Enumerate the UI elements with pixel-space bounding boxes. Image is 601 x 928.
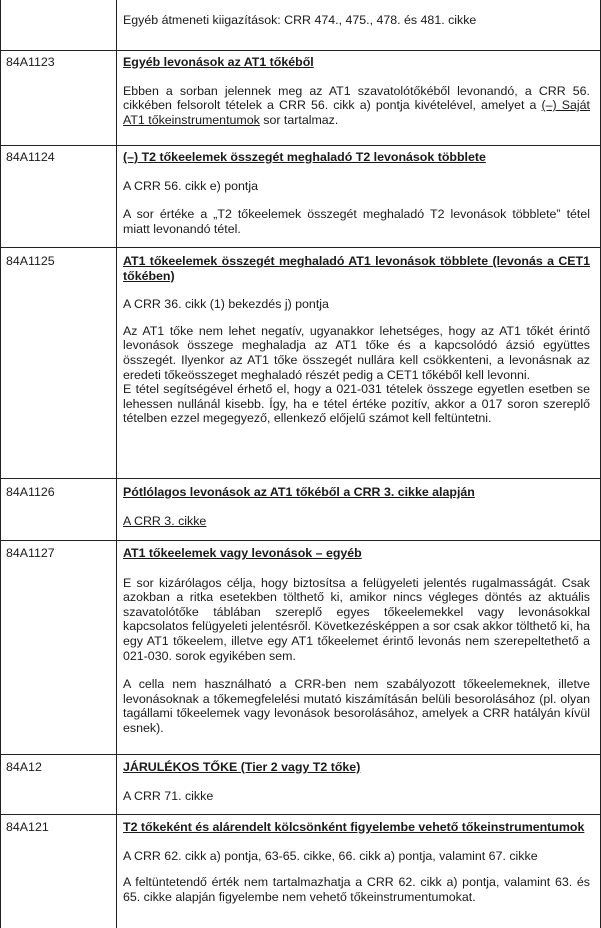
- row-divider: [0, 814, 601, 815]
- row-divider: [0, 247, 601, 248]
- row-text: A CRR 36. cikk (1) bekezdés j) pontja: [123, 297, 329, 312]
- row-code: 84A1124: [6, 150, 55, 164]
- row-title: Pótlólagos levonások az AT1 tőkéből a CRR 3. cikke alapján: [123, 485, 475, 499]
- table-row: [123, 820, 590, 904]
- cross-reference-link[interactable]: A CRR 3. cikke: [123, 513, 207, 528]
- row-title: Egyéb levonások az AT1 tőkéből: [123, 55, 314, 69]
- row-code: 84A1125: [6, 254, 55, 268]
- row-text: E tétel segítségével érhető el, hogy a 021-031 tételek összege egyetlen esetben se lehessen nullánál kisebb. Így, ha e tétel értéke pozitív, akkor a 017 soron szereplő tételben ezzel megegyező, ellenkező előjelű számot kell feltüntetni.: [123, 382, 590, 426]
- column-divider: [116, 0, 117, 928]
- row-code: 84A12: [6, 760, 42, 774]
- row-divider: [0, 540, 601, 541]
- row-text: E sor kizárólagos célja, hogy biztosítsa a felügyeleti jelentés rugalmasságát. Csak azokban a ritka esetekben tölthető ki, amikor nincs végleges döntés az aktuális szavatolótőke táblában szereplő egyes tőkeelemekkel vagy levonásokkal kapcsolatos felügyeleti jelentésről. Következésképpen a sor csak akkor tölthető ki, ha egy AT1 tőkeelem, illetve egy AT1 tőkeelemet érintő levonás nem szerepeltethető a 021-030. sorok egyikében sem.: [123, 575, 590, 663]
- row-code: 84A1123: [6, 55, 55, 69]
- row-text: Egyéb átmeneti kiigazítások: CRR 474., 475., 478. és 481. cikke: [123, 13, 477, 27]
- row-text: A CRR 56. cikk e) pontja: [123, 178, 258, 193]
- row-text: A sor értéke a „T2 tőkeelemek összegét meghaladó T2 levonások többlete” tétel miatt levonandó tétel.: [123, 207, 590, 236]
- row-divider: [0, 478, 601, 479]
- table-row: [123, 760, 590, 803]
- table-left-border: [0, 0, 1, 928]
- row-text: A CRR 71. cikke: [123, 788, 214, 803]
- table-row: [123, 546, 590, 736]
- row-divider: [0, 50, 601, 51]
- row-code: 84A121: [6, 820, 49, 834]
- row-divider: [0, 145, 601, 146]
- row-title: T2 tőkeként és alárendelt kölcsönként figyelembe vehető tőkeinstrumentumok: [123, 820, 585, 834]
- cross-reference-link[interactable]: (–) Saját AT1 tőkeinstrumentumok: [123, 98, 590, 127]
- row-text: Ebben a sorban jelennek meg az AT1 szavatolótőkéből levonandó, a CRR 56. cikkében felsorolt tételek a CRR 56. cikk a) pontja kivételével, amelyet a (–) Saját AT1 tőkeinstrumentumok sor tartalmaz.: [123, 83, 590, 127]
- row-title: (–) T2 tőkeelemek összegét meghaladó T2 levonások többlete: [123, 150, 486, 164]
- row-text: A cella nem használható a CRR-ben nem szabályozott tőkeelemeknek, illetve levonásoknak a tőkemegfelelési mutató kiszámításán belüli besorolásához (pl. olyan tagállami tőkeelemek vagy levonások besorolásához, amelyek a CRR hatályán kívül esnek).: [123, 677, 590, 735]
- table-row: [123, 254, 590, 426]
- table-row: [123, 485, 590, 528]
- row-title: JÁRULÉKOS TŐKE (Tier 2 vagy T2 tőke): [123, 760, 361, 774]
- row-code: 84A1127: [6, 546, 55, 560]
- table-row: [123, 150, 590, 236]
- row-title: AT1 tőkeelemek összegét meghaladó AT1 levonások többlete (levonás a CET1 tőkében): [123, 254, 590, 283]
- row-code: 84A1126: [6, 485, 55, 499]
- row-text: Az AT1 tőke nem lehet negatív, ugyanakkor lehetséges, hogy az AT1 tőkét érintő levonások összege meghaladja az AT1 tőke és a kapcsolódó ázsió együttes összegét. Ilyenkor az AT1 tőke összegét nullára kell csökkenteni, a levonásnak az eredeti tőkeösszeget meghaladó részét pedig a CET1 tőkéből kell levonni.: [123, 323, 590, 382]
- row-text: A CRR 62. cikk a) pontja, 63-65. cikke, 66. cikk a) pontja, valamint 67. cikke: [123, 848, 538, 863]
- row-divider: [0, 754, 601, 755]
- table-row: [123, 55, 590, 127]
- table-row-continued: [123, 13, 590, 28]
- row-text: A feltüntetendő érték nem tartalmazhatja a CRR 62. cikk a) pontja, valamint 63. és 65. cikke alapján figyelembe nem vehető tőkeinstrumentumokat.: [123, 875, 590, 904]
- row-title: AT1 tőkeelemek vagy levonások – egyéb: [123, 546, 362, 560]
